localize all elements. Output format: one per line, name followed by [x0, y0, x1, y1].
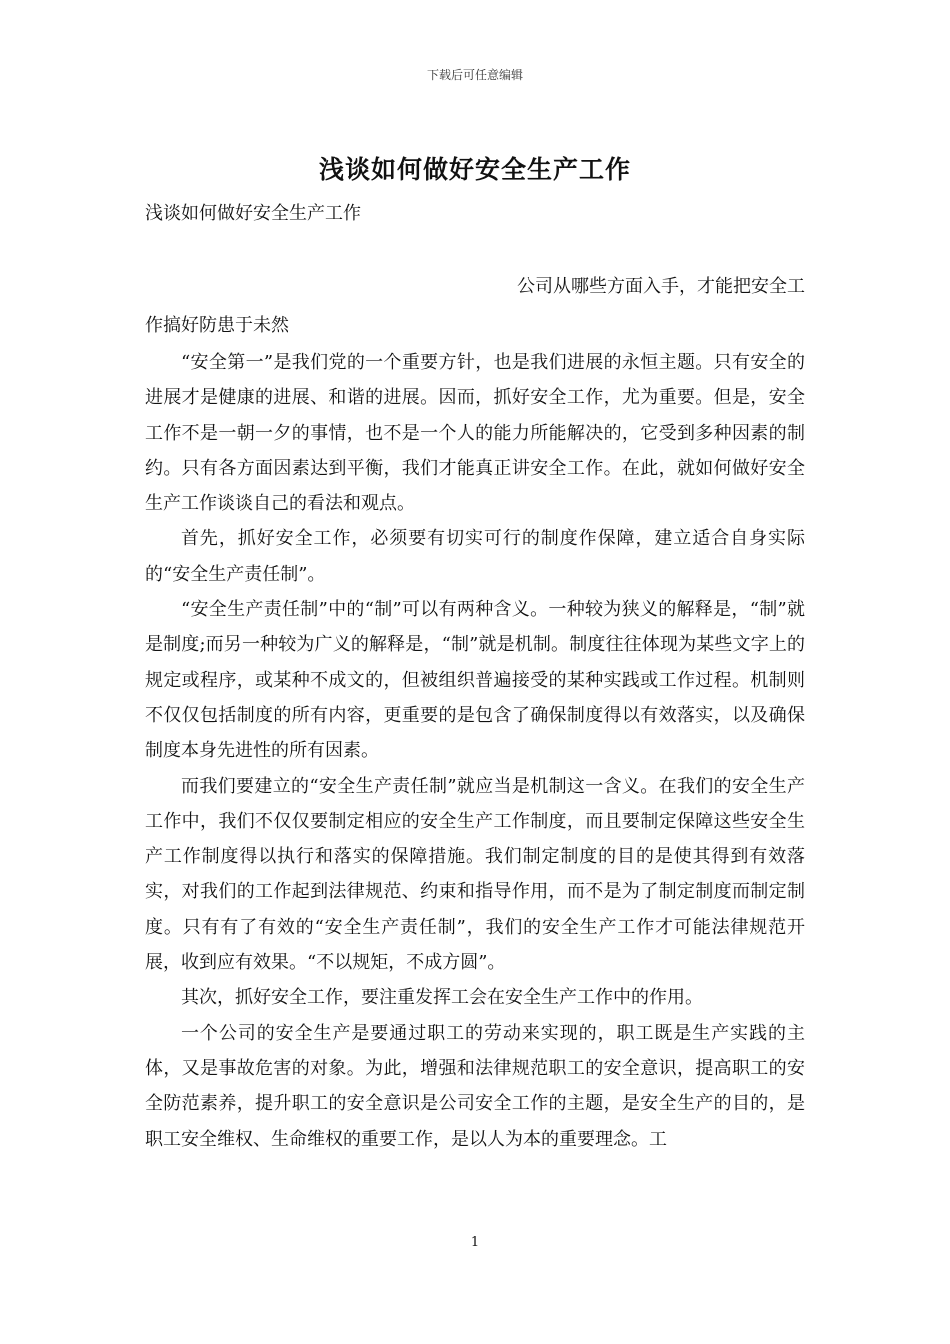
paragraph: “安全生产责任制”中的“制”可以有两种含义。一种较为狭义的解释是，“制”就是制度;而另一种较为广义的解释是，“制”就是机制。制度往往体现为某些文字上的规定或程序，或某种不成文的，但被组织普遍接受的某种实践或工作过程。机制则不仅仅包括制度的所有内容，更重要的是包含了确保制度得以有效落实，以及确保制度本身先进性的所有因素。	[145, 599, 805, 762]
paragraph: 首先，抓好安全工作，必须要有切实可行的制度作保障，建立适合自身实际的“安全生产责任制”。	[145, 528, 805, 585]
download-note: 下载后可任意编辑	[426, 68, 523, 82]
document-subtitle: 浅谈如何做好安全生产工作	[145, 203, 361, 224]
paragraph: 其次，抓好安全工作，要注重发挥工会在安全生产工作中的作用。	[181, 987, 703, 1009]
section-heading-line1: 公司从哪些方面入手，才能把安全工	[517, 276, 805, 297]
page-number: 1	[470, 1235, 480, 1250]
document-body	[145, 345, 805, 1157]
paragraph: 而我们要建立的“安全生产责任制”就应当是机制这一含义。在我们的安全生产工作中，我们不仅仅要制定相应的安全生产工作制度，而且要制定保障这些安全生产工作制度得以执行和落实的保障措施。我们制定制度的目的是使其得到有效落实，对我们的工作起到法律规范、约束和指导作用，而不是为了制定制度而制定制度。只有有了有效的“安全生产责任制”，我们的安全生产工作才可能法律规范开展，收到应有效果。“不以规矩，不成方圆”。	[145, 775, 805, 974]
paragraph: “安全第一”是我们党的一个重要方针，也是我们进展的永恒主题。只有安全的进展才是健康的进展、和谐的进展。因而，抓好安全工作，尤为重要。但是，安全工作不是一朝一夕的事情，也不是一个人的能力所能解决的，它受到多种因素的制约。只有各方面因素达到平衡，我们才能真正讲安全工作。在此，就如何做好安全生产工作谈谈自己的看法和观点。	[145, 352, 805, 515]
section-heading-line2: 作搞好防患于未然	[145, 315, 289, 336]
document-title: 浅谈如何做好安全生产工作	[318, 155, 631, 184]
paragraph: 一个公司的安全生产是要通过职工的劳动来实现的，职工既是生产实践的主体，又是事故危害的对象。为此，增强和法律规范职工的安全意识，提高职工的安全防范素养，提升职工的安全意识是公司安全工作的主题，是安全生产的目的，是职工安全维权、生命维权的重要工作，是以人为本的重要理念。工	[145, 1022, 805, 1150]
